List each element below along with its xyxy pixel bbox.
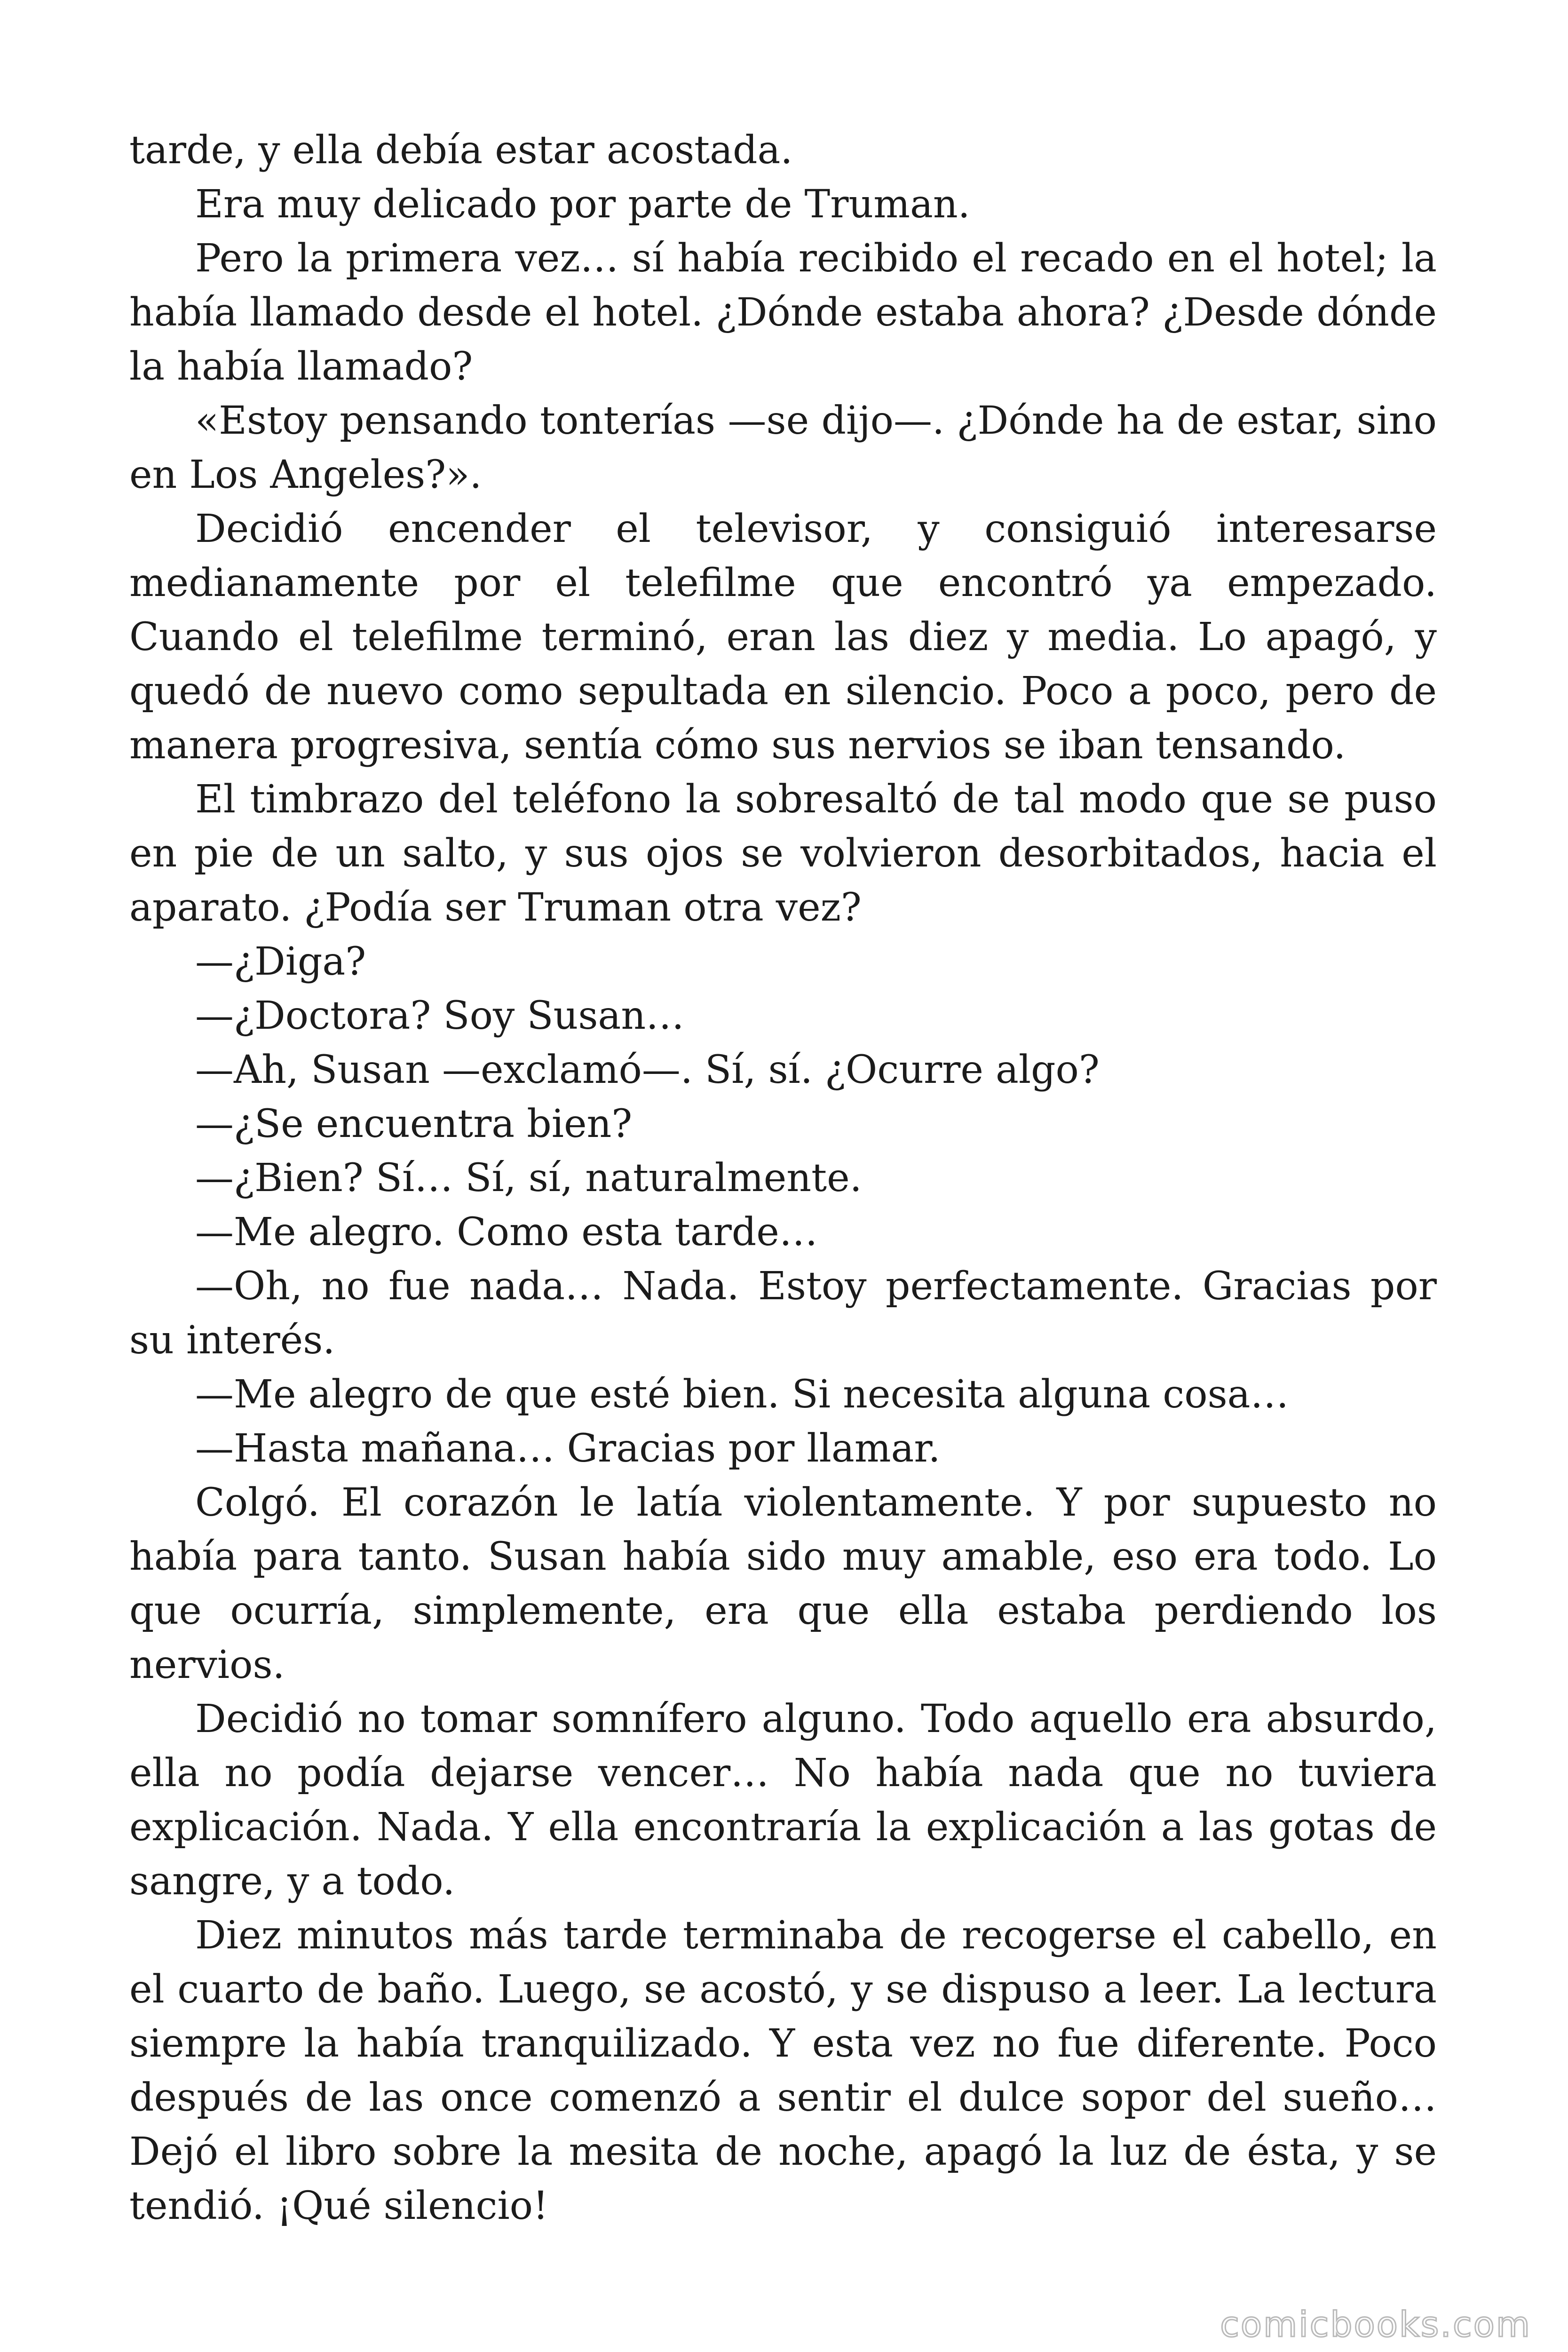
dialogue-line: —Hasta mañana… Gracias por llamar. <box>195 1426 941 1471</box>
dialogue-line: —¿Diga? <box>195 939 366 984</box>
paragraph: «Estoy pensando tonterías —se dijo—. ¿Dónde ha de estar, sino en Los Angeles?». <box>129 398 1437 497</box>
paragraph: Diez minutos más tarde terminaba de recogerse el cabello, en el cuarto de baño. Luego, se acostó, y se dispuso a leer. La lectura siempre la había tranquilizado. Y esta vez no fue diferente. Poco después de las once comenzó a sentir el dulce sopor del sueño… Dejó el libro sobre la mesita de noche, apagó la luz de ésta, y se tendió. ¡Qué silencio! <box>129 1913 1437 2228</box>
dialogue-line: —Ah, Susan —exclamó—. Sí, sí. ¿Ocurre algo? <box>195 1048 1100 1092</box>
paragraph: Decidió no tomar somnífero alguno. Todo aquello era absurdo, ella no podía dejarse vencer… No había nada que no tuviera explicación. Nada. Y ella encontraría la explicación a las gotas de sangre, y a todo. <box>129 1697 1437 1904</box>
dialogue-line: —¿Bien? Sí… Sí, sí, naturalmente. <box>195 1156 862 1200</box>
paragraph: Era muy delicado por parte de Truman. <box>195 182 970 227</box>
dialogue-line: —Me alegro de que esté bien. Si necesita alguna cosa… <box>195 1372 1289 1417</box>
watermark: comicbooks.com <box>1220 2304 1531 2345</box>
dialogue-line: —Me alegro. Como esta tarde… <box>195 1210 818 1255</box>
paragraph: Pero la primera vez… sí había recibido el recado en el hotel; la había llamado desde el hotel. ¿Dónde estaba ahora? ¿Desde dónde la había llamado? <box>129 236 1437 389</box>
dialogue-line: —¿Se encuentra bien? <box>195 1102 633 1146</box>
paragraph: El timbrazo del teléfono la sobresaltó de tal modo que se puso en pie de un salto, y sus ojos se volvieron desorbitados, hacia el aparato. ¿Podía ser Truman otra vez? <box>129 777 1437 930</box>
paragraph-continuation: tarde, y ella debía estar acostada. <box>129 128 793 173</box>
dialogue-line: —¿Doctora? Soy Susan… <box>195 993 685 1038</box>
paragraph: Colgó. El corazón le latía violentamente. Y por supuesto no había para tanto. Susan había sido muy amable, eso era todo. Lo que ocurría, simplemente, era que ella estaba perdiendo los nervios. <box>129 1480 1437 1687</box>
dialogue-line: —Oh, no fue nada… Nada. Estoy perfectamente. Gracias por su interés. <box>129 1264 1437 1363</box>
paragraph: Decidió encender el televisor, y consiguió interesarse medianamente por el telefilme que encontró ya empezado. Cuando el telefilme terminó, eran las diez y media. Lo apagó, y quedó de nuevo como sepultada en silencio. Poco a poco, pero de manera progresiva, sentía cómo sus nervios se iban tensando. <box>129 507 1437 768</box>
body-text <box>129 123 1437 2233</box>
